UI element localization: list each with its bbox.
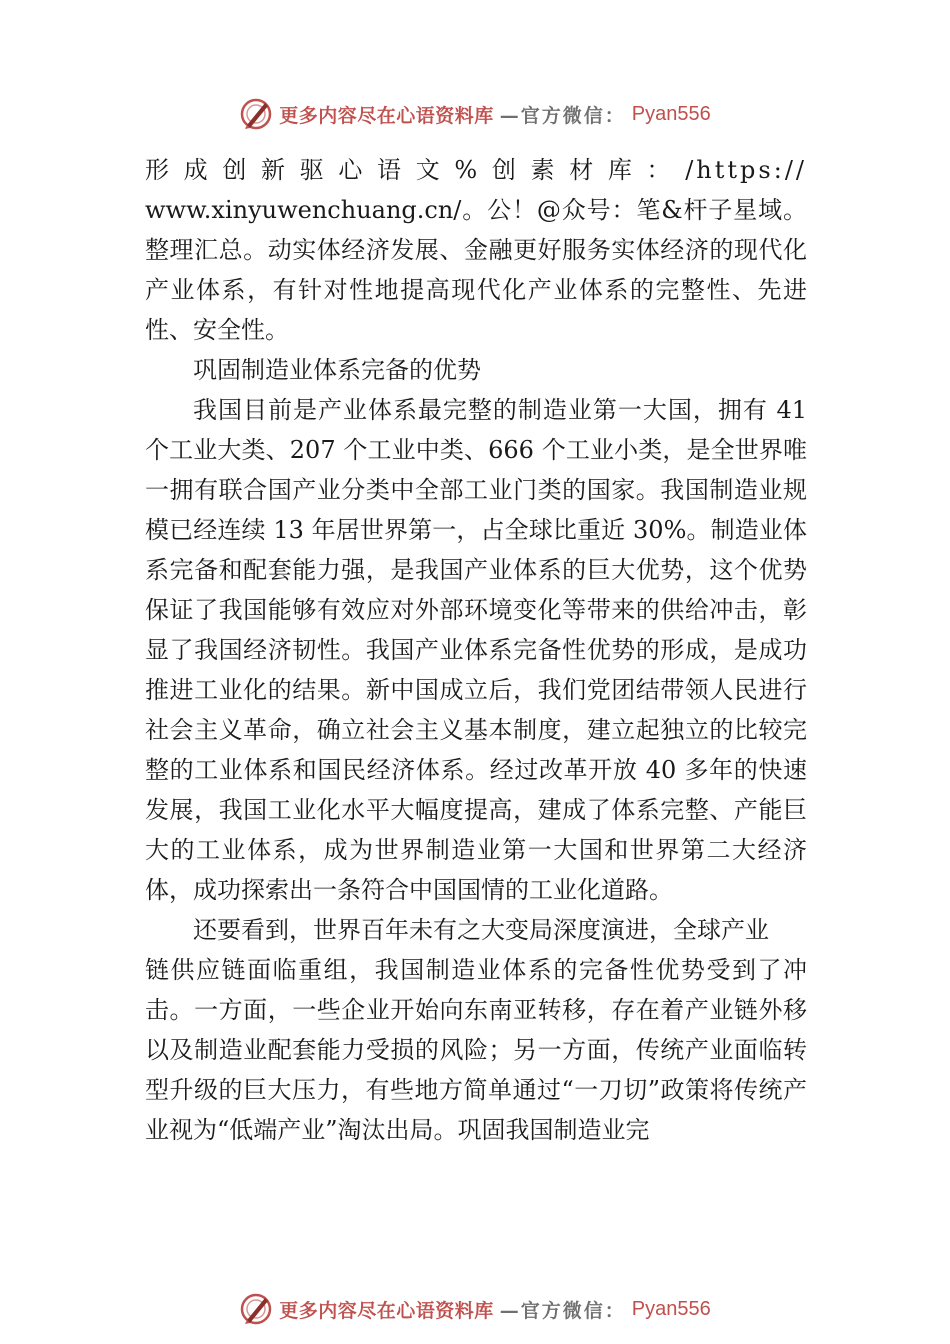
- banner-site-name: 更多内容尽在心语资料库: [279, 104, 494, 127]
- banner-wechat-label: —官方微信：: [499, 1299, 626, 1322]
- banner-site-name: 更多内容尽在心语资料库: [279, 1299, 494, 1322]
- header-banner: [0, 94, 950, 134]
- paragraph-3-first-line: 还要看到，世界百年未有之大变局深度演进，全球产业: [193, 916, 769, 944]
- paragraph-1: www.xinyuwenchuang.cn/。公！@众号：笔&杆子星域。整理汇总。动实体经济发展、金融更好服务实体经济的现代化产业体系，有针对性地提高现代化产业体系的完整性、先进性、安全性。: [145, 196, 807, 344]
- pen-logo-icon: [239, 97, 273, 131]
- paragraph-3: 链供应链面临重组，我国制造业体系的完备性优势受到了冲击。一方面，一些企业开始向东南亚转移，存在着产业链外移以及制造业配套能力受损的风险；另一方面，传统产业面临转型升级的巨大压力，有些地方简单通过“一刀切”政策将传统产业视为“低端产业”淘汰出局。巩固我国制造业完: [145, 956, 807, 1144]
- banner-wechat-label: —官方微信：: [499, 104, 626, 127]
- pen-logo-icon: [239, 1292, 273, 1326]
- banner-wechat-id: Pyan556: [631, 102, 711, 125]
- paragraph-2: 我国目前是产业体系最完整的制造业第一大国，拥有 41 个工业大类、207 个工业中类、666 个工业小类，是全世界唯一拥有联合国产业分类中全部工业门类的国家。我国制造业规模已经连续 13 年居世界第一，占全球比重近 30%。制造业体系完备和配套能力强，是我国产业体系的巨大优势，这个优势保证了我国能够有效应对外部环境变化等带来的供给冲击，彰显了我国经济韧性。我国产业体系完备性优势的形成，是成功推进工业化的结果。新中国成立后，我们党团结带领人民进行社会主义革命，确立社会主义基本制度，建立起独立的比较完整的工业体系和国民经济体系。经过改革开放 40 多年的快速发展，我国工业化水平大幅度提高，建成了体系完整、产能巨大的工业体系，成为世界制造业第一大国和世界第二大经济体，成功探索出一条符合中国国情的工业化道路。: [145, 396, 807, 904]
- banner-wechat-id: Pyan556: [631, 1297, 711, 1320]
- document-body: [145, 150, 807, 1150]
- paragraph-1-first-line: 形成创新驱心语文%创素材库：/https://: [145, 156, 807, 184]
- footer-banner: [0, 1289, 950, 1329]
- section-heading: 巩固制造业体系完备的优势: [193, 356, 481, 384]
